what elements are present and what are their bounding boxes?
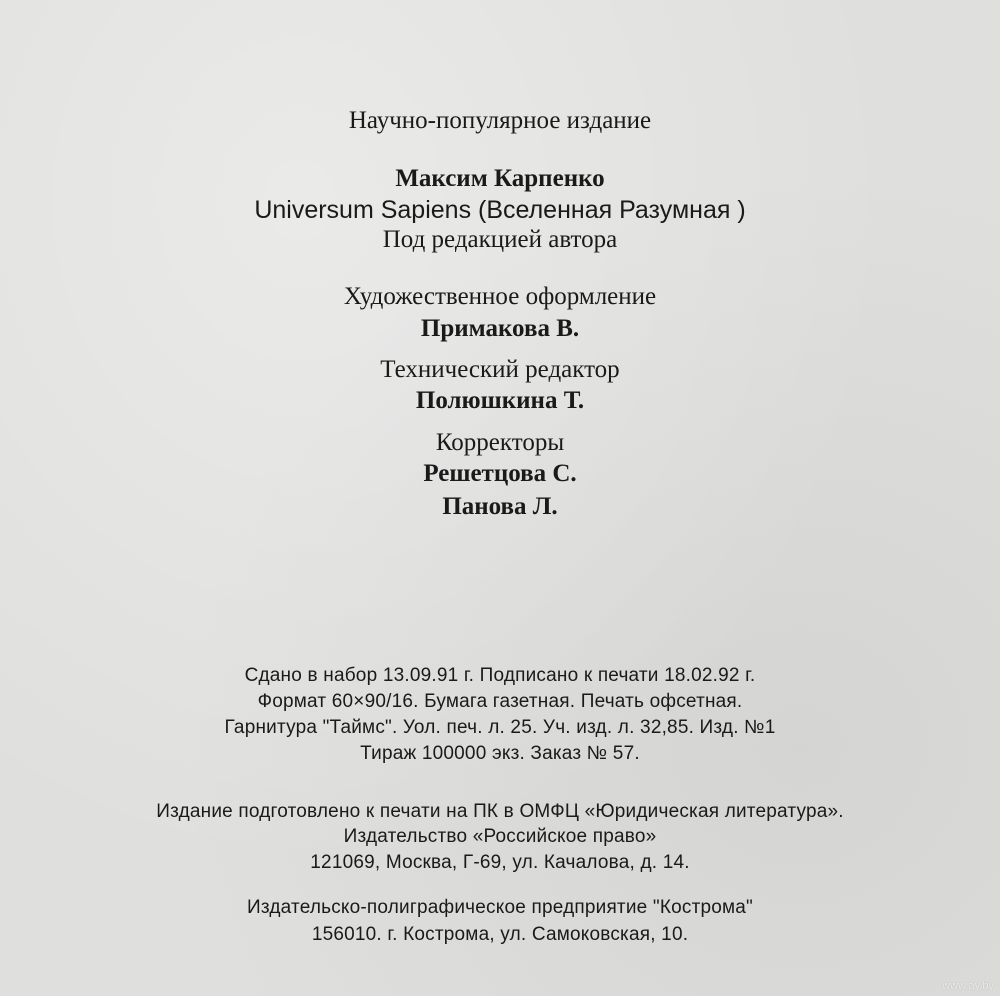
book-title: Universum Sapiens (Вселенная Разумная ) <box>254 196 746 224</box>
tech-editor-name: Полюшкина Т. <box>415 387 585 414</box>
edited-by: Под редакцией автора <box>382 226 618 253</box>
printer-info-line-2: 156010. г. Кострома, ул. Самоковская, 10. <box>311 924 689 945</box>
publisher-info-line-2: Издательство «Российское право» <box>343 826 657 847</box>
proofreader-name-1: Решетцова С. <box>423 460 577 487</box>
printer-info-line-1: Издательско-полиграфическое предприятие "Кострома" <box>247 897 753 918</box>
edition-type: Научно-популярное издание <box>348 107 652 134</box>
art-design-name: Примакова В. <box>420 315 580 342</box>
watermark-text: www.ay.by <box>942 980 994 992</box>
proofreaders-role: Корректоры <box>435 429 565 456</box>
tech-editor-role: Технический редактор <box>380 356 620 383</box>
author-name: Максим Карпенко <box>395 165 605 192</box>
print-info-line-1: Сдано в набор 13.09.91 г. Подписано к печати 18.02.92 г. <box>244 665 756 686</box>
art-design-role: Художественное оформление <box>343 283 657 310</box>
print-info-line-3: Гарнитура "Таймс". Уол. печ. л. 25. Уч. изд. л. 32,85. Изд. №1 <box>224 717 776 738</box>
publisher-info-line-1: Издание подготовлено к печати на ПК в ОМФЦ «Юридическая литература». <box>156 801 844 822</box>
print-info-line-2: Формат 60×90/16. Бумага газетная. Печать офсетная. <box>257 691 743 712</box>
publisher-info-line-3: 121069, Москва, Г-69, ул. Качалова, д. 14. <box>310 852 690 873</box>
proofreader-name-2: Панова Л. <box>442 493 558 520</box>
print-info-line-4: Тираж 100000 экз. Заказ № 57. <box>360 743 640 764</box>
